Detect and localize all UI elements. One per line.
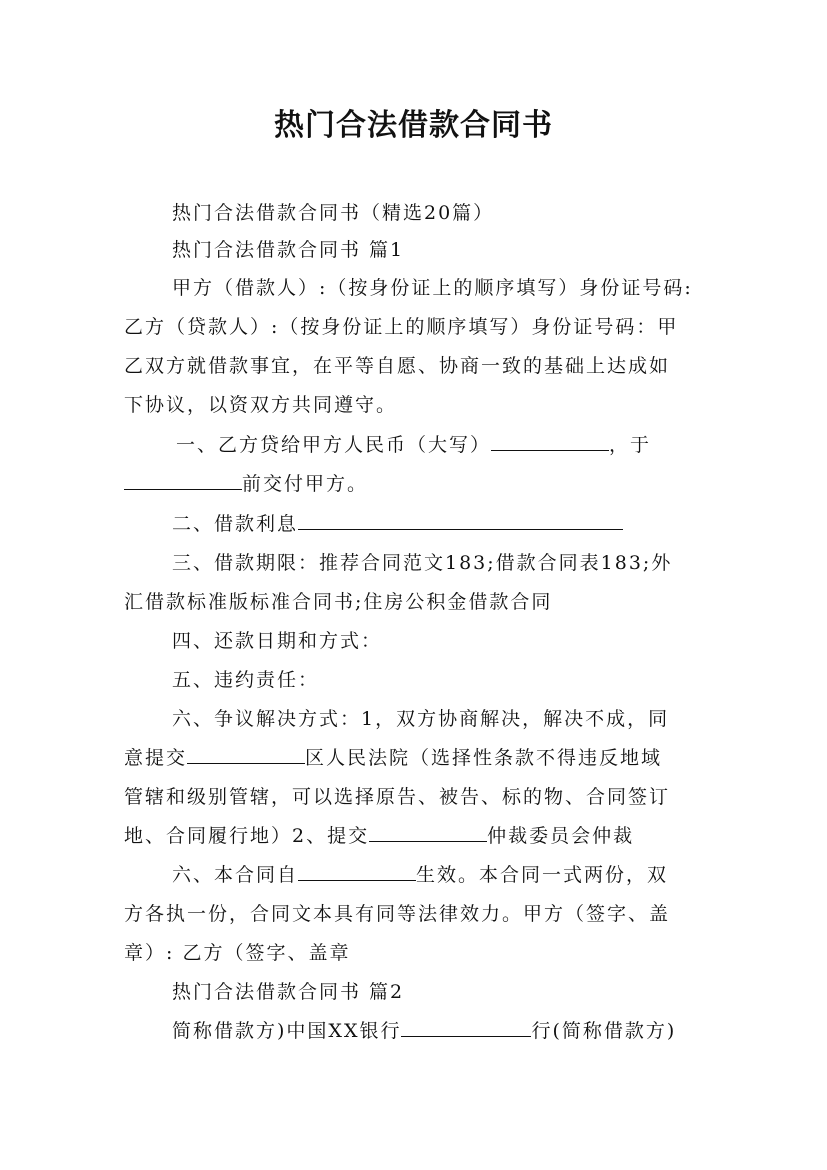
paragraph-line: 乙双方就借款事宜，在平等自愿、协商一致的基础上达成如 bbox=[124, 355, 671, 377]
paragraph-line: 乙方（贷款人）:（按身份证上的顺序填写）身份证号码：甲 bbox=[124, 316, 679, 338]
clause-3-line: 三、借款期限：推荐合同范文183;借款合同表183;外 bbox=[172, 552, 673, 574]
signature-line: 章）: 乙方（签字、盖章 bbox=[124, 942, 351, 964]
clause-1-text: 一、乙方贷给甲方人民币（大写） bbox=[176, 434, 492, 456]
clause-5-line: 五、违约责任： bbox=[172, 669, 320, 691]
clause-2-text: 二、借款利息 bbox=[172, 513, 299, 535]
effective-date-blank bbox=[298, 858, 416, 881]
arbitration-blank bbox=[369, 819, 487, 842]
clause-6-line-4 bbox=[124, 819, 714, 853]
section-heading-1: 热门合法借款合同书 篇1 bbox=[172, 239, 405, 261]
clause-3-line-2: 汇借款标准版标准合同书;住房公积金借款合同 bbox=[124, 591, 553, 613]
clause-6-line-3: 管辖和级别管辖，可以选择原告、被告、标的物、合同签订 bbox=[124, 786, 671, 808]
clause-6-line-2 bbox=[124, 741, 714, 775]
clause-6-text: 意提交 bbox=[124, 747, 188, 769]
paragraph-line: 下协议，以资双方共同遵守。 bbox=[124, 394, 398, 416]
interest-blank bbox=[298, 507, 623, 530]
clause-7-line bbox=[172, 858, 717, 892]
clause-7-text-b: 生效。本合同一式两份，双 bbox=[416, 864, 669, 886]
clause-2-line bbox=[172, 507, 717, 541]
bank-text-b: 行(简称借款方) bbox=[531, 1020, 677, 1042]
clause-7-line-2: 方各执一份，合同文本具有同等法律效力。甲方（签字、盖 bbox=[124, 903, 671, 925]
court-blank bbox=[187, 741, 305, 764]
clause-7-text: 六、本合同自 bbox=[172, 864, 299, 886]
clause-4-line: 四、还款日期和方式： bbox=[172, 630, 383, 652]
bank-text: 简称借款方)中国XX银行 bbox=[172, 1020, 402, 1042]
subtitle-line: 热门合法借款合同书（精选20篇） bbox=[172, 202, 495, 224]
document-title: 热门合法借款合同书 bbox=[274, 108, 553, 143]
clause-6-text-d: 仲裁委员会仲裁 bbox=[487, 825, 635, 847]
clause-1-line-2 bbox=[124, 467, 714, 501]
clause-6-text-c: 地、合同履行地）2、提交 bbox=[124, 825, 370, 847]
date-blank bbox=[124, 467, 242, 490]
clause-1-text-c: 前交付甲方。 bbox=[242, 473, 369, 495]
section-heading-2: 热门合法借款合同书 篇2 bbox=[172, 981, 405, 1003]
clause-1-line bbox=[176, 428, 717, 462]
clause-6-text-b: 区人民法院（选择性条款不得违反地域 bbox=[305, 747, 663, 769]
paragraph-line bbox=[172, 1014, 717, 1048]
clause-1-text-b: ，于 bbox=[609, 434, 652, 456]
amount-blank bbox=[491, 428, 609, 451]
bank-branch-blank bbox=[401, 1014, 531, 1037]
paragraph-line: 甲方（借款人）:（按身份证上的顺序填写）身份证号码: bbox=[172, 277, 693, 299]
clause-6-line: 六、争议解决方式：1，双方协商解决，解决不成，同 bbox=[172, 708, 670, 730]
